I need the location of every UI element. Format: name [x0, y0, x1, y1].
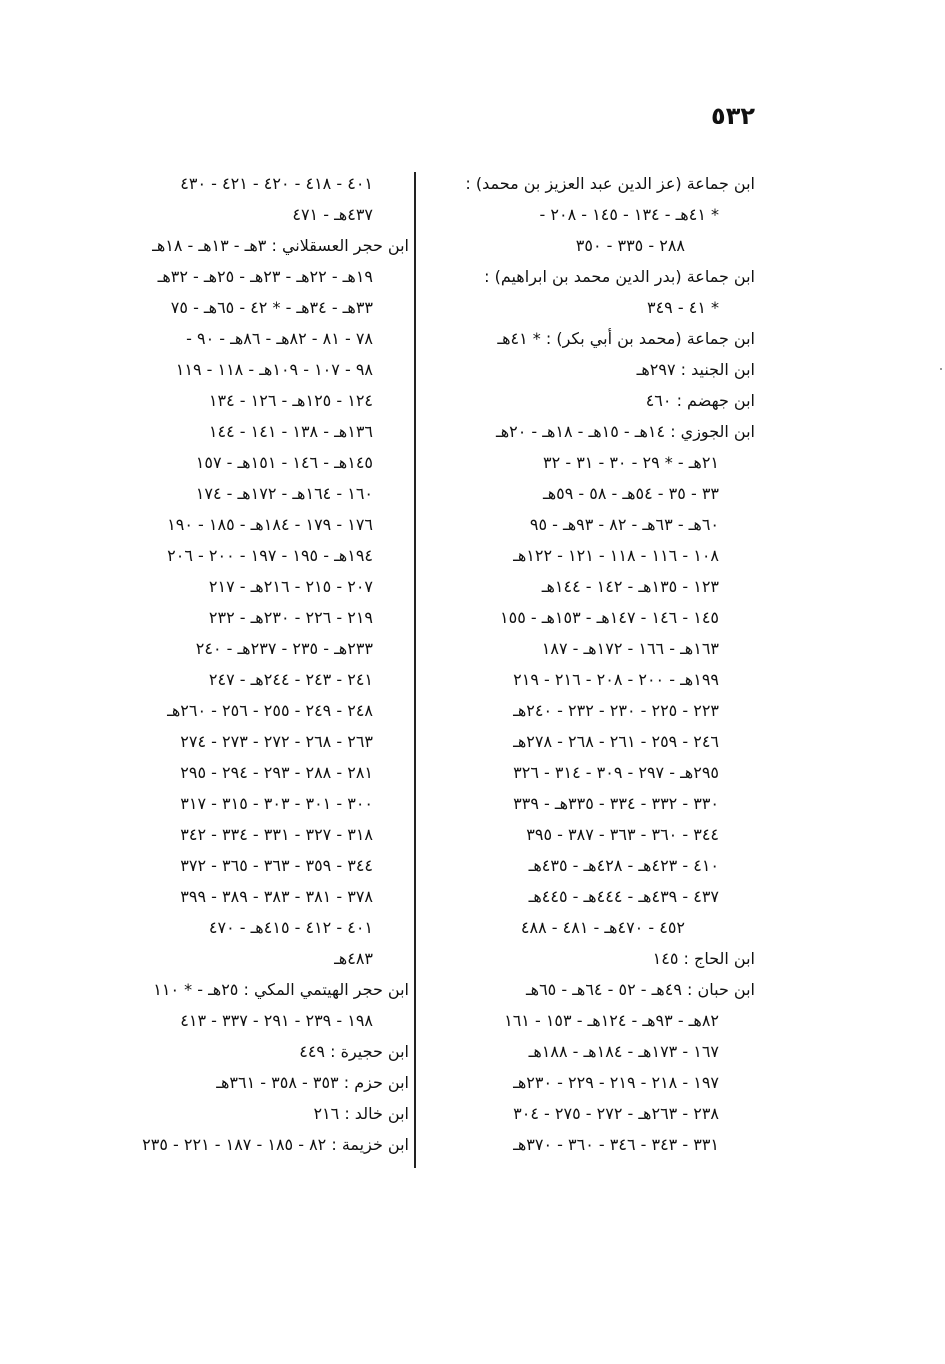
index-entry-line: ٣٠٠ - ٣٠١ - ٣٠٣ - ٣١٥ - ٣١٧ — [180, 794, 373, 813]
index-entry-line: ابن حجيرة : ٤٤٩ — [299, 1042, 409, 1061]
index-entry-line: ٦٠هـ - ٦٣هـ - ٨٢ - ٩٣هـ - ٩٥ — [529, 515, 719, 534]
index-entry-line: ابن حجر العسقلاني : ٣هـ - ١٣هـ - ١٨هـ — [152, 236, 409, 255]
index-column-right — [450, 168, 755, 1160]
index-entry-line: ٢١٩ - ٢٢٦ - ٢٣٠هـ - ٢٣٢ — [208, 608, 373, 627]
index-entry-line: ابن جماعة (عز الدين عبد العزيز بن محمد) : — [465, 174, 755, 193]
index-entry-line: ١٤٥هـ - ١٤٦ - ١٥١هـ - ١٥٧ — [195, 453, 373, 472]
index-entry-line: ٣٣هـ - ٣٤هـ - * ٤٢ - ٦٥هـ - ٧٥ — [170, 298, 373, 317]
index-entry-line: ابن حجر الهيتمي المكي : ٢٥هـ - * ١١٠ — [153, 980, 409, 999]
index-entry-line: ١٩٤هـ - ١٩٥ - ١٩٧ - ٢٠٠ - ٢٠٦ — [167, 546, 373, 565]
index-entry-line: ٢١هـ - * ٢٩ - ٣٠ - ٣١ - ٣٢ — [543, 453, 719, 472]
index-entry-line: ٢٣٣هـ - ٢٣٥ - ٢٣٧هـ - ٢٤٠ — [195, 639, 373, 658]
index-entry-line: ١٣٦هـ - ١٣٨ - ١٤١ - ١٤٤ — [208, 422, 373, 441]
index-entry-line: ابن جهضم : ٤٦٠ — [645, 391, 755, 410]
index-entry-line: ١٦٣هـ - ١٦٦ - ١٧٢هـ - ١٨٧ — [541, 639, 719, 658]
index-entry-line: ابن الحاج : ١٤٥ — [652, 949, 755, 968]
index-entry-line: ٣٤٤ - ٣٦٠ - ٣٦٣ - ٣٨٧ - ٣٩٥ — [526, 825, 719, 844]
index-entry-line: ٣٤٤ - ٣٥٩ - ٣٦٣ - ٣٦٥ - ٣٧٢ — [180, 856, 373, 875]
index-entry-line: ٢٤٨ - ٢٤٩ - ٢٥٥ - ٢٥٦ - ٢٦٠هـ — [167, 701, 373, 720]
page-number: ٥٣٢ — [711, 102, 755, 130]
index-entry-line: ٩٨ - ١٠٧ - ١٠٩هـ - ١١٨ - ١١٩ — [175, 360, 373, 379]
index-entry-line: ابن جماعة (محمد بن أبي بكر) : * ٤١هـ — [497, 329, 755, 348]
index-entry-line: ١٩هـ - ٢٢هـ - ٢٣هـ - ٢٥هـ - ٣٢هـ — [157, 267, 373, 286]
index-entry-line: ٢٠٧ - ٢١٥ - ٢١٦هـ - ٢١٧ — [208, 577, 373, 596]
index-entry-line: ٣١٨ - ٣٢٧ - ٣٣١ - ٣٣٤ - ٣٤٢ — [180, 825, 373, 844]
index-entry-line: ١٦٠ - ١٦٤هـ - ١٧٢هـ - ١٧٤ — [195, 484, 373, 503]
index-entry-line: ابن خزيمة : ٨٢ - ١٨٥ - ١٨٧ - ٢٢١ - ٢٣٥ — [142, 1135, 409, 1154]
index-entry-line: ١٠٨ - ١١٦ - ١١٨ - ١٢١ - ١٢٢هـ — [513, 546, 719, 565]
index-entry-line: ٢٤٦ - ٢٥٩ - ٢٦١ - ٢٦٨ - ٢٧٨هـ — [513, 732, 719, 751]
index-entry-line: ٣٣٠ - ٣٣٢ - ٣٣٤ - ٣٣٥هـ - ٣٣٩ — [513, 794, 719, 813]
index-entry-line: ابن خالد : ٢١٦ — [313, 1104, 409, 1123]
margin-mark — [940, 368, 942, 370]
index-entry-line: ٨٢هـ - ٩٣هـ - ١٢٤هـ - ١٥٣ - ١٦١ — [504, 1011, 719, 1030]
index-entry-line: ٢٤١ - ٢٤٣ - ٢٤٤هـ - ٢٤٧ — [208, 670, 373, 689]
index-entry-line: ٤١٠ - ٤٢٣هـ - ٤٢٨هـ - ٤٣٥هـ — [528, 856, 719, 875]
index-entry-line: ٢٣٨ - ٢٦٣هـ - ٢٧٢ - ٢٧٥ - ٣٠٤ — [513, 1104, 719, 1123]
index-entry-line: ٤٣٧هـ - ٤٧١ — [292, 205, 373, 224]
index-entry-line: ١٧٦ - ١٧٩ - ١٨٤هـ - ١٨٥ - ١٩٠ — [167, 515, 373, 534]
index-entry-line: ٤٠١ - ٤١٢ - ٤١٥هـ - ٤٧٠ — [208, 918, 373, 937]
index-entry-line: ٢٨١ - ٢٨٨ - ٢٩٣ - ٢٩٤ - ٢٩٥ — [180, 763, 373, 782]
column-divider — [414, 172, 416, 1168]
index-entry-line: ابن حزم : ٣٥٣ - ٣٥٨ - ٣٦١هـ — [216, 1073, 409, 1092]
index-entry-line: ٢٦٣ - ٢٦٨ - ٢٧٢ - ٢٧٣ - ٢٧٤ — [180, 732, 373, 751]
index-entry-line: ابن جماعة (بدر الدين محمد بن ابراهيم) : — [484, 267, 755, 286]
index-entry-line: ١٦٧ - ١٧٣هـ - ١٨٤هـ - ١٨٨هـ — [528, 1042, 719, 1061]
index-column-left — [74, 168, 409, 1160]
index-entry-line: ابن الجوزي : ١٤هـ - ١٥هـ - ١٨هـ - ٢٠هـ — [496, 422, 755, 441]
index-entry-line: ابن حبان : ٤٩هـ - ٥٢ - ٦٤هـ - ٦٥هـ — [525, 980, 755, 999]
index-entry-line: ١٩٨ - ٢٣٩ - ٢٩١ - ٣٣٧ - ٤١٣ — [180, 1011, 373, 1030]
index-entry-line: ابن الجنيد : ٢٩٧هـ — [636, 360, 755, 379]
index-entry-line: ١٩٩هـ - ٢٠٠ - ٢٠٨ - ٢١٦ - ٢١٩ — [513, 670, 719, 689]
index-entry-line: ١٢٣ - ١٣٥هـ - ١٤٢ - ١٤٤هـ — [541, 577, 719, 596]
index-entry-line: * ٤١ - ٣٤٩ — [646, 298, 719, 317]
index-entry-line: ٢٢٣ - ٢٢٥ - ٢٣٠ - ٢٣٢ - ٢٤٠هـ — [513, 701, 719, 720]
index-entry-line: ١٤٥ - ١٤٦ - ١٤٧هـ - ١٥٣هـ - ١٥٥ — [500, 608, 719, 627]
index-entry-line: ١٢٤ - ١٢٥هـ - ١٢٦ - ١٣٤ — [208, 391, 373, 410]
index-entry-line: ٧٨ - ٨١ - ٨٢هـ - ٨٦هـ - ٩٠ - — [186, 329, 373, 348]
index-entry-line: ٤٨٣هـ — [334, 949, 373, 968]
index-entry-line: ٤٣٧ - ٤٣٩هـ - ٤٤٤هـ - ٤٤٥هـ — [528, 887, 719, 906]
index-entry-line: ٤٥٢ - ٤٧٠هـ - ٤٨١ - ٤٨٨ — [520, 918, 685, 937]
index-entry-line: ٢٨٨ - ٣٣٥ - ٣٥٠ — [575, 236, 685, 255]
index-entry-line: ٢٩٥هـ - ٢٩٧ - ٣٠٩ - ٣١٤ - ٣٢٦ — [513, 763, 719, 782]
index-entry-line: ١٩٧ - ٢١٨ - ٢١٩ - ٢٢٩ - ٢٣٠هـ — [513, 1073, 719, 1092]
index-entry-line: ٤٠١ - ٤١٨ - ٤٢٠ - ٤٢١ - ٤٣٠ — [180, 174, 373, 193]
index-entry-line: ٣٣١ - ٣٤٣ - ٣٤٦ - ٣٦٠ - ٣٧٠هـ — [513, 1135, 719, 1154]
index-entry-line: * ٤١هـ - ١٣٤ - ١٤٥ - ٢٠٨ - — [539, 205, 719, 224]
index-entry-line: ٣٣ - ٣٥ - ٥٤هـ - ٥٨ - ٥٩هـ — [543, 484, 719, 503]
index-entry-line: ٣٧٨ - ٣٨١ - ٣٨٣ - ٣٨٩ - ٣٩٩ — [180, 887, 373, 906]
